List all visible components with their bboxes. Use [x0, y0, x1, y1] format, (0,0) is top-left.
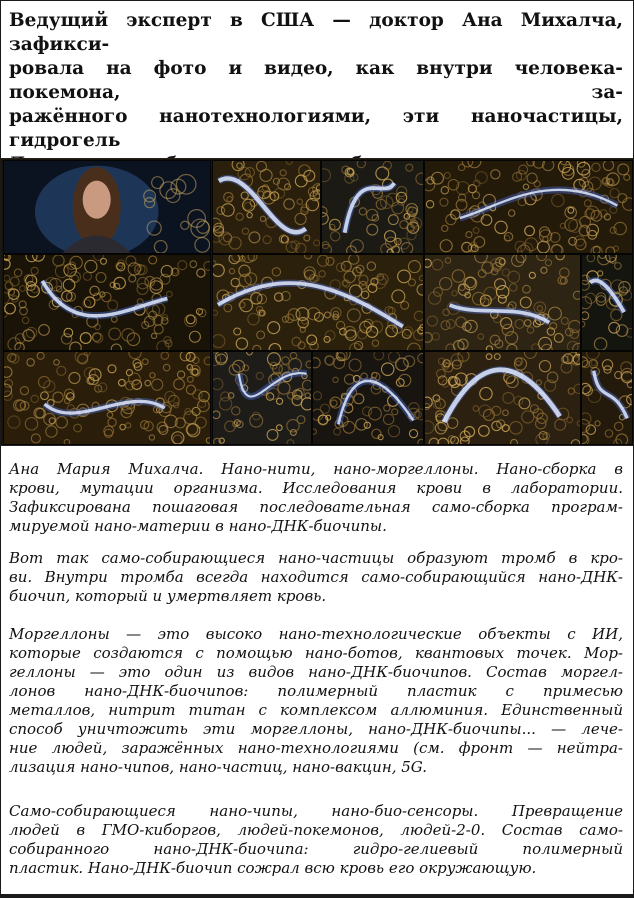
caption-paragraph: [9, 625, 623, 777]
caption-line: собиранного нано-ДНК-биочипа: гидро-гелиевый полимерный: [9, 840, 623, 858]
caption-line: крови, мутации организма. Исследования крови в лаборатории.: [9, 479, 623, 497]
caption-line: мируемой нано-материи в нано-ДНК-биочипы.: [9, 517, 387, 535]
caption-line: Ана Мария Михалча. Нано-нити, нано-моргеллоны. Нано-сборка в: [9, 460, 623, 478]
caption-line: Вот так само-собирающиеся нано-частицы образуют тромб в кро-: [9, 549, 623, 567]
blood-sample-photo: [212, 254, 424, 351]
blood-sample-photo: [3, 254, 211, 351]
caption-line: ние людей, заражённых нано-технологиями (см. фронт — нейтра-: [9, 739, 623, 757]
blood-sample-photo: [424, 160, 633, 254]
caption-line: Моргеллоны — это высоко нано-технологические объекты с ИИ,: [9, 625, 623, 643]
caption-line: Само-собирающиеся нано-чипы, нано-био-сенсоры. Превращение: [9, 802, 623, 820]
blood-sample-photo: [581, 351, 633, 445]
caption-line: лонов нано-ДНК-биочипов: полимерный пластик с примесью: [9, 682, 623, 700]
caption-line: лизация нано-чипов, нано-частиц, нано-вакцин, 5G.: [9, 758, 428, 776]
blood-sample-photo: [424, 351, 581, 445]
headline-line: ражённого нанотехнологиями, эти наночастицы, гидрогель: [9, 106, 623, 151]
photo-collage: [1, 158, 633, 446]
caption-line: металлов, нитрит титан с комплексом аллюминия. Единственный: [9, 701, 623, 719]
blood-sample-photo: [212, 160, 321, 254]
bottom-divider: [1, 894, 633, 897]
caption-line: людей в ГМО-киборгов, людей-покемонов, людей-2-0. Состав само-: [9, 821, 623, 839]
caption-line: пластик. Нано-ДНК-биочип сожрал всю кровь его окружающую.: [9, 859, 537, 877]
caption-line: ви. Внутри тромба всегда находится само-собирающийся нано-ДНК-: [9, 568, 623, 586]
caption-paragraph: [9, 549, 623, 606]
caption-line: биочип, который и умертвляет кровь.: [9, 587, 327, 605]
caption-line: способ уничтожить эти моргеллоны, нано-ДНК-биочипы... — лече-: [9, 720, 623, 738]
caption-line: Зафиксирована пошаговая последовательная само-сборка програм-: [9, 498, 623, 516]
caption-line: геллоны — это один из видов нано-ДНК-биочипов. Состав моргел-: [9, 663, 623, 681]
caption-line: которые создаются с помощью нано-ботов, квантовых точек. Мор-: [9, 644, 623, 662]
caption-paragraph: [9, 460, 623, 536]
blood-sample-photo: [424, 254, 581, 351]
caption-paragraph: [9, 802, 623, 878]
blood-sample-photo: [321, 160, 424, 254]
headline-line: Ведущий эксперт в США — доктор Ана Михалча, зафикси-: [9, 10, 623, 55]
blood-sample-photo: [3, 351, 211, 445]
headline-line: ровала на фото и видео, как внутри человека-покемона, за-: [9, 58, 623, 103]
blood-sample-photo: [212, 351, 312, 445]
portrait-photo: [3, 160, 211, 254]
blood-sample-photo: [312, 351, 424, 445]
blood-sample-photo: [581, 254, 633, 351]
